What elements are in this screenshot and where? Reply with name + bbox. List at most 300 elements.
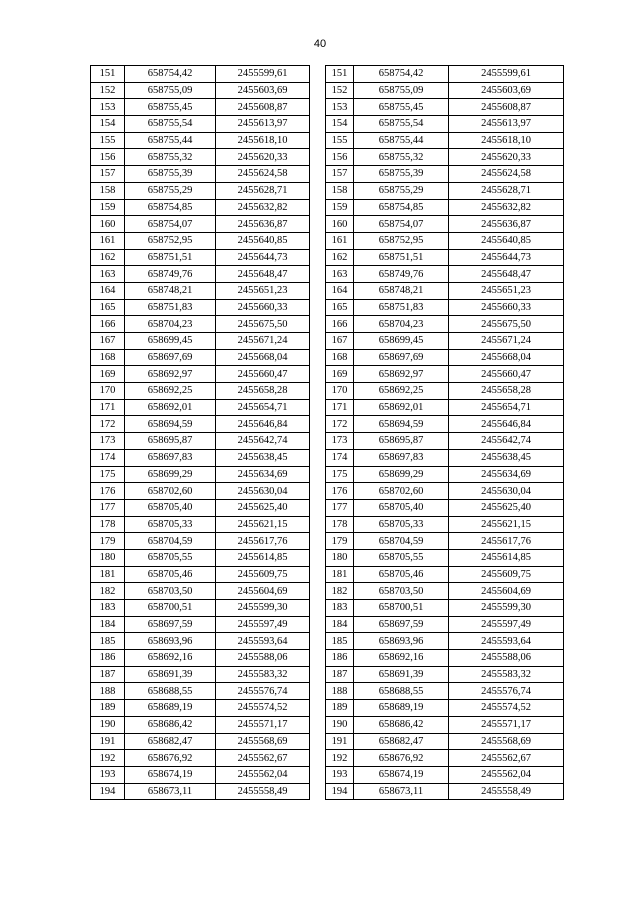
left-point-number-cell: 184 (91, 616, 125, 633)
left-x-coordinate-cell: 658694,59 (125, 416, 216, 433)
right-point-number-cell: 185 (326, 633, 354, 650)
column-gap (310, 499, 326, 516)
right-y-coordinate-cell: 2455675,50 (449, 316, 564, 333)
column-gap (310, 766, 326, 783)
table-row (91, 166, 564, 183)
right-y-coordinate-cell: 2455608,87 (449, 99, 564, 116)
column-gap (310, 333, 326, 350)
column-gap (310, 182, 326, 199)
left-y-coordinate-cell: 2455638,45 (216, 449, 310, 466)
right-y-coordinate-cell: 2455638,45 (449, 449, 564, 466)
left-x-coordinate-cell: 658754,85 (125, 199, 216, 216)
left-x-coordinate-cell: 658755,29 (125, 182, 216, 199)
right-x-coordinate-cell: 658692,25 (354, 383, 449, 400)
left-x-coordinate-cell: 658699,45 (125, 333, 216, 350)
right-x-coordinate-cell: 658704,59 (354, 533, 449, 550)
left-x-coordinate-cell: 658703,50 (125, 583, 216, 600)
left-point-number-cell: 192 (91, 750, 125, 767)
left-x-coordinate-cell: 658697,69 (125, 349, 216, 366)
column-gap (310, 716, 326, 733)
right-point-number-cell: 152 (326, 82, 354, 99)
left-point-number-cell: 169 (91, 366, 125, 383)
right-x-coordinate-cell: 658755,32 (354, 149, 449, 166)
column-gap (310, 516, 326, 533)
right-y-coordinate-cell: 2455658,28 (449, 383, 564, 400)
right-point-number-cell: 182 (326, 583, 354, 600)
right-x-coordinate-cell: 658755,54 (354, 116, 449, 133)
column-gap (310, 433, 326, 450)
left-point-number-cell: 172 (91, 416, 125, 433)
column-gap (310, 99, 326, 116)
column-gap (310, 633, 326, 650)
left-point-number-cell: 160 (91, 216, 125, 233)
table-row (91, 249, 564, 266)
right-point-number-cell: 181 (326, 566, 354, 583)
left-x-coordinate-cell: 658676,92 (125, 750, 216, 767)
left-y-coordinate-cell: 2455604,69 (216, 583, 310, 600)
right-x-coordinate-cell: 658676,92 (354, 750, 449, 767)
left-y-coordinate-cell: 2455651,23 (216, 282, 310, 299)
right-point-number-cell: 167 (326, 333, 354, 350)
right-x-coordinate-cell: 658674,19 (354, 766, 449, 783)
right-point-number-cell: 173 (326, 433, 354, 450)
left-y-coordinate-cell: 2455608,87 (216, 99, 310, 116)
table-row (91, 516, 564, 533)
left-point-number-cell: 163 (91, 266, 125, 283)
right-point-number-cell: 168 (326, 349, 354, 366)
left-x-coordinate-cell: 658755,45 (125, 99, 216, 116)
left-y-coordinate-cell: 2455571,17 (216, 716, 310, 733)
table-row (91, 132, 564, 149)
column-gap (310, 366, 326, 383)
right-y-coordinate-cell: 2455558,49 (449, 783, 564, 800)
right-x-coordinate-cell: 658697,69 (354, 349, 449, 366)
column-gap (310, 666, 326, 683)
left-x-coordinate-cell: 658754,07 (125, 216, 216, 233)
table-row (91, 433, 564, 450)
right-point-number-cell: 154 (326, 116, 354, 133)
right-x-coordinate-cell: 658703,50 (354, 583, 449, 600)
column-gap (310, 750, 326, 767)
right-y-coordinate-cell: 2455574,52 (449, 700, 564, 717)
column-gap (310, 533, 326, 550)
table-row (91, 616, 564, 633)
left-point-number-cell: 193 (91, 766, 125, 783)
left-point-number-cell: 181 (91, 566, 125, 583)
right-x-coordinate-cell: 658755,39 (354, 166, 449, 183)
right-y-coordinate-cell: 2455640,85 (449, 232, 564, 249)
left-y-coordinate-cell: 2455583,32 (216, 666, 310, 683)
table-row (91, 466, 564, 483)
right-point-number-cell: 156 (326, 149, 354, 166)
right-x-coordinate-cell: 658752,95 (354, 232, 449, 249)
left-y-coordinate-cell: 2455644,73 (216, 249, 310, 266)
left-y-coordinate-cell: 2455593,64 (216, 633, 310, 650)
right-point-number-cell: 187 (326, 666, 354, 683)
table-row (91, 182, 564, 199)
left-point-number-cell: 178 (91, 516, 125, 533)
left-point-number-cell: 159 (91, 199, 125, 216)
left-x-coordinate-cell: 658691,39 (125, 666, 216, 683)
right-y-coordinate-cell: 2455599,61 (449, 66, 564, 83)
right-point-number-cell: 177 (326, 499, 354, 516)
right-y-coordinate-cell: 2455620,33 (449, 149, 564, 166)
right-point-number-cell: 161 (326, 232, 354, 249)
left-y-coordinate-cell: 2455625,40 (216, 499, 310, 516)
table-row (91, 766, 564, 783)
right-x-coordinate-cell: 658755,29 (354, 182, 449, 199)
left-x-coordinate-cell: 658704,23 (125, 316, 216, 333)
right-y-coordinate-cell: 2455562,04 (449, 766, 564, 783)
column-gap (310, 483, 326, 500)
right-y-coordinate-cell: 2455660,47 (449, 366, 564, 383)
left-x-coordinate-cell: 658692,16 (125, 650, 216, 667)
right-point-number-cell: 178 (326, 516, 354, 533)
left-x-coordinate-cell: 658751,51 (125, 249, 216, 266)
right-x-coordinate-cell: 658691,39 (354, 666, 449, 683)
table-row (91, 333, 564, 350)
column-gap (310, 566, 326, 583)
left-point-number-cell: 179 (91, 533, 125, 550)
left-x-coordinate-cell: 658755,09 (125, 82, 216, 99)
right-x-coordinate-cell: 658700,51 (354, 600, 449, 617)
left-y-coordinate-cell: 2455671,24 (216, 333, 310, 350)
column-gap (310, 149, 326, 166)
left-point-number-cell: 164 (91, 282, 125, 299)
right-y-coordinate-cell: 2455636,87 (449, 216, 564, 233)
right-y-coordinate-cell: 2455642,74 (449, 433, 564, 450)
table-row (91, 349, 564, 366)
right-x-coordinate-cell: 658689,19 (354, 700, 449, 717)
right-point-number-cell: 151 (326, 66, 354, 83)
left-point-number-cell: 194 (91, 783, 125, 800)
left-y-coordinate-cell: 2455568,69 (216, 733, 310, 750)
right-y-coordinate-cell: 2455651,23 (449, 282, 564, 299)
left-x-coordinate-cell: 658695,87 (125, 433, 216, 450)
column-gap (310, 449, 326, 466)
left-x-coordinate-cell: 658705,46 (125, 566, 216, 583)
right-point-number-cell: 186 (326, 650, 354, 667)
left-y-coordinate-cell: 2455640,85 (216, 232, 310, 249)
right-point-number-cell: 174 (326, 449, 354, 466)
left-y-coordinate-cell: 2455618,10 (216, 132, 310, 149)
right-point-number-cell: 170 (326, 383, 354, 400)
table-row (91, 733, 564, 750)
left-y-coordinate-cell: 2455630,04 (216, 483, 310, 500)
left-x-coordinate-cell: 658705,55 (125, 549, 216, 566)
table-row (91, 232, 564, 249)
left-point-number-cell: 173 (91, 433, 125, 450)
right-y-coordinate-cell: 2455654,71 (449, 399, 564, 416)
left-x-coordinate-cell: 658693,96 (125, 633, 216, 650)
table-row (91, 299, 564, 316)
left-point-number-cell: 175 (91, 466, 125, 483)
left-y-coordinate-cell: 2455636,87 (216, 216, 310, 233)
column-gap (310, 549, 326, 566)
left-point-number-cell: 186 (91, 650, 125, 667)
left-point-number-cell: 155 (91, 132, 125, 149)
left-y-coordinate-cell: 2455658,28 (216, 383, 310, 400)
left-y-coordinate-cell: 2455562,04 (216, 766, 310, 783)
right-y-coordinate-cell: 2455618,10 (449, 132, 564, 149)
right-point-number-cell: 176 (326, 483, 354, 500)
left-x-coordinate-cell: 658682,47 (125, 733, 216, 750)
right-x-coordinate-cell: 658693,96 (354, 633, 449, 650)
column-gap (310, 232, 326, 249)
right-y-coordinate-cell: 2455597,49 (449, 616, 564, 633)
right-x-coordinate-cell: 658751,83 (354, 299, 449, 316)
left-y-coordinate-cell: 2455617,76 (216, 533, 310, 550)
column-gap (310, 282, 326, 299)
left-y-coordinate-cell: 2455599,30 (216, 600, 310, 617)
table-row (91, 366, 564, 383)
left-x-coordinate-cell: 658700,51 (125, 600, 216, 617)
right-y-coordinate-cell: 2455668,04 (449, 349, 564, 366)
table-row (91, 416, 564, 433)
left-y-coordinate-cell: 2455588,06 (216, 650, 310, 667)
right-x-coordinate-cell: 658705,46 (354, 566, 449, 583)
left-x-coordinate-cell: 658686,42 (125, 716, 216, 733)
table-row (91, 549, 564, 566)
column-gap (310, 216, 326, 233)
table-row (91, 683, 564, 700)
left-x-coordinate-cell: 658697,83 (125, 449, 216, 466)
right-x-coordinate-cell: 658704,23 (354, 316, 449, 333)
right-point-number-cell: 188 (326, 683, 354, 700)
right-y-coordinate-cell: 2455603,69 (449, 82, 564, 99)
table-row (91, 199, 564, 216)
coordinates-table-body (91, 66, 564, 800)
table-row (91, 750, 564, 767)
right-y-coordinate-cell: 2455614,85 (449, 549, 564, 566)
column-gap (310, 266, 326, 283)
page-number: 40 (313, 38, 327, 50)
right-y-coordinate-cell: 2455628,71 (449, 182, 564, 199)
right-point-number-cell: 171 (326, 399, 354, 416)
left-point-number-cell: 190 (91, 716, 125, 733)
left-point-number-cell: 151 (91, 66, 125, 83)
left-y-coordinate-cell: 2455613,97 (216, 116, 310, 133)
coordinates-table (90, 65, 564, 800)
left-point-number-cell: 152 (91, 82, 125, 99)
column-gap (310, 82, 326, 99)
table-row (91, 783, 564, 800)
right-point-number-cell: 194 (326, 783, 354, 800)
table-row (91, 600, 564, 617)
right-y-coordinate-cell: 2455609,75 (449, 566, 564, 583)
left-point-number-cell: 183 (91, 600, 125, 617)
left-x-coordinate-cell: 658705,33 (125, 516, 216, 533)
column-gap (310, 66, 326, 83)
right-point-number-cell: 189 (326, 700, 354, 717)
left-point-number-cell: 162 (91, 249, 125, 266)
right-y-coordinate-cell: 2455568,69 (449, 733, 564, 750)
right-point-number-cell: 160 (326, 216, 354, 233)
right-y-coordinate-cell: 2455593,64 (449, 633, 564, 650)
left-y-coordinate-cell: 2455628,71 (216, 182, 310, 199)
left-point-number-cell: 158 (91, 182, 125, 199)
right-point-number-cell: 165 (326, 299, 354, 316)
column-gap (310, 700, 326, 717)
right-point-number-cell: 184 (326, 616, 354, 633)
right-point-number-cell: 183 (326, 600, 354, 617)
right-point-number-cell: 172 (326, 416, 354, 433)
right-y-coordinate-cell: 2455648,47 (449, 266, 564, 283)
column-gap (310, 132, 326, 149)
table-row (91, 216, 564, 233)
right-point-number-cell: 190 (326, 716, 354, 733)
left-x-coordinate-cell: 658755,44 (125, 132, 216, 149)
left-y-coordinate-cell: 2455648,47 (216, 266, 310, 283)
right-point-number-cell: 164 (326, 282, 354, 299)
table-row (91, 533, 564, 550)
right-y-coordinate-cell: 2455625,40 (449, 499, 564, 516)
left-x-coordinate-cell: 658705,40 (125, 499, 216, 516)
right-point-number-cell: 191 (326, 733, 354, 750)
left-y-coordinate-cell: 2455576,74 (216, 683, 310, 700)
right-y-coordinate-cell: 2455571,17 (449, 716, 564, 733)
right-x-coordinate-cell: 658702,60 (354, 483, 449, 500)
right-y-coordinate-cell: 2455660,33 (449, 299, 564, 316)
right-x-coordinate-cell: 658695,87 (354, 433, 449, 450)
right-y-coordinate-cell: 2455646,84 (449, 416, 564, 433)
right-y-coordinate-cell: 2455621,15 (449, 516, 564, 533)
left-x-coordinate-cell: 658692,01 (125, 399, 216, 416)
left-y-coordinate-cell: 2455642,74 (216, 433, 310, 450)
table-row (91, 116, 564, 133)
right-point-number-cell: 157 (326, 166, 354, 183)
left-x-coordinate-cell: 658702,60 (125, 483, 216, 500)
right-x-coordinate-cell: 658755,44 (354, 132, 449, 149)
right-point-number-cell: 166 (326, 316, 354, 333)
left-x-coordinate-cell: 658699,29 (125, 466, 216, 483)
left-y-coordinate-cell: 2455562,67 (216, 750, 310, 767)
left-x-coordinate-cell: 658697,59 (125, 616, 216, 633)
table-row (91, 633, 564, 650)
left-point-number-cell: 189 (91, 700, 125, 717)
right-point-number-cell: 179 (326, 533, 354, 550)
left-point-number-cell: 170 (91, 383, 125, 400)
right-y-coordinate-cell: 2455599,30 (449, 600, 564, 617)
left-x-coordinate-cell: 658688,55 (125, 683, 216, 700)
right-x-coordinate-cell: 658692,01 (354, 399, 449, 416)
left-point-number-cell: 166 (91, 316, 125, 333)
column-gap (310, 416, 326, 433)
left-y-coordinate-cell: 2455660,47 (216, 366, 310, 383)
left-point-number-cell: 171 (91, 399, 125, 416)
left-y-coordinate-cell: 2455603,69 (216, 82, 310, 99)
left-y-coordinate-cell: 2455675,50 (216, 316, 310, 333)
right-y-coordinate-cell: 2455583,32 (449, 666, 564, 683)
left-point-number-cell: 165 (91, 299, 125, 316)
right-x-coordinate-cell: 658692,97 (354, 366, 449, 383)
table-row (91, 82, 564, 99)
left-y-coordinate-cell: 2455614,85 (216, 549, 310, 566)
left-x-coordinate-cell: 658673,11 (125, 783, 216, 800)
column-gap (310, 783, 326, 800)
table-row (91, 650, 564, 667)
left-point-number-cell: 182 (91, 583, 125, 600)
left-y-coordinate-cell: 2455558,49 (216, 783, 310, 800)
right-x-coordinate-cell: 658755,45 (354, 99, 449, 116)
right-y-coordinate-cell: 2455604,69 (449, 583, 564, 600)
column-gap (310, 683, 326, 700)
right-y-coordinate-cell: 2455644,73 (449, 249, 564, 266)
right-y-coordinate-cell: 2455634,69 (449, 466, 564, 483)
right-x-coordinate-cell: 658705,33 (354, 516, 449, 533)
right-x-coordinate-cell: 658749,76 (354, 266, 449, 283)
left-y-coordinate-cell: 2455654,71 (216, 399, 310, 416)
left-y-coordinate-cell: 2455609,75 (216, 566, 310, 583)
column-gap (310, 316, 326, 333)
right-point-number-cell: 155 (326, 132, 354, 149)
right-point-number-cell: 169 (326, 366, 354, 383)
left-point-number-cell: 177 (91, 499, 125, 516)
right-y-coordinate-cell: 2455632,82 (449, 199, 564, 216)
table-row (91, 282, 564, 299)
left-point-number-cell: 167 (91, 333, 125, 350)
table-row (91, 316, 564, 333)
table-row (91, 266, 564, 283)
right-point-number-cell: 162 (326, 249, 354, 266)
right-x-coordinate-cell: 658686,42 (354, 716, 449, 733)
right-x-coordinate-cell: 658699,29 (354, 466, 449, 483)
left-y-coordinate-cell: 2455621,15 (216, 516, 310, 533)
column-gap (310, 466, 326, 483)
left-point-number-cell: 187 (91, 666, 125, 683)
left-x-coordinate-cell: 658748,21 (125, 282, 216, 299)
column-gap (310, 349, 326, 366)
left-x-coordinate-cell: 658704,59 (125, 533, 216, 550)
column-gap (310, 616, 326, 633)
left-y-coordinate-cell: 2455574,52 (216, 700, 310, 717)
right-point-number-cell: 193 (326, 766, 354, 783)
column-gap (310, 600, 326, 617)
left-x-coordinate-cell: 658751,83 (125, 299, 216, 316)
left-point-number-cell: 174 (91, 449, 125, 466)
right-x-coordinate-cell: 658754,07 (354, 216, 449, 233)
right-x-coordinate-cell: 658697,83 (354, 449, 449, 466)
left-x-coordinate-cell: 658689,19 (125, 700, 216, 717)
right-x-coordinate-cell: 658673,11 (354, 783, 449, 800)
right-point-number-cell: 180 (326, 549, 354, 566)
table-row (91, 499, 564, 516)
column-gap (310, 299, 326, 316)
right-y-coordinate-cell: 2455613,97 (449, 116, 564, 133)
left-x-coordinate-cell: 658674,19 (125, 766, 216, 783)
left-point-number-cell: 153 (91, 99, 125, 116)
right-x-coordinate-cell: 658754,42 (354, 66, 449, 83)
left-y-coordinate-cell: 2455599,61 (216, 66, 310, 83)
left-y-coordinate-cell: 2455634,69 (216, 466, 310, 483)
left-point-number-cell: 185 (91, 633, 125, 650)
column-gap (310, 199, 326, 216)
left-point-number-cell: 154 (91, 116, 125, 133)
right-point-number-cell: 175 (326, 466, 354, 483)
table-row (91, 449, 564, 466)
right-x-coordinate-cell: 658751,51 (354, 249, 449, 266)
right-x-coordinate-cell: 658692,16 (354, 650, 449, 667)
right-x-coordinate-cell: 658699,45 (354, 333, 449, 350)
left-point-number-cell: 156 (91, 149, 125, 166)
column-gap (310, 399, 326, 416)
right-y-coordinate-cell: 2455576,74 (449, 683, 564, 700)
left-y-coordinate-cell: 2455632,82 (216, 199, 310, 216)
left-x-coordinate-cell: 658755,39 (125, 166, 216, 183)
right-x-coordinate-cell: 658682,47 (354, 733, 449, 750)
left-x-coordinate-cell: 658692,97 (125, 366, 216, 383)
left-x-coordinate-cell: 658752,95 (125, 232, 216, 249)
